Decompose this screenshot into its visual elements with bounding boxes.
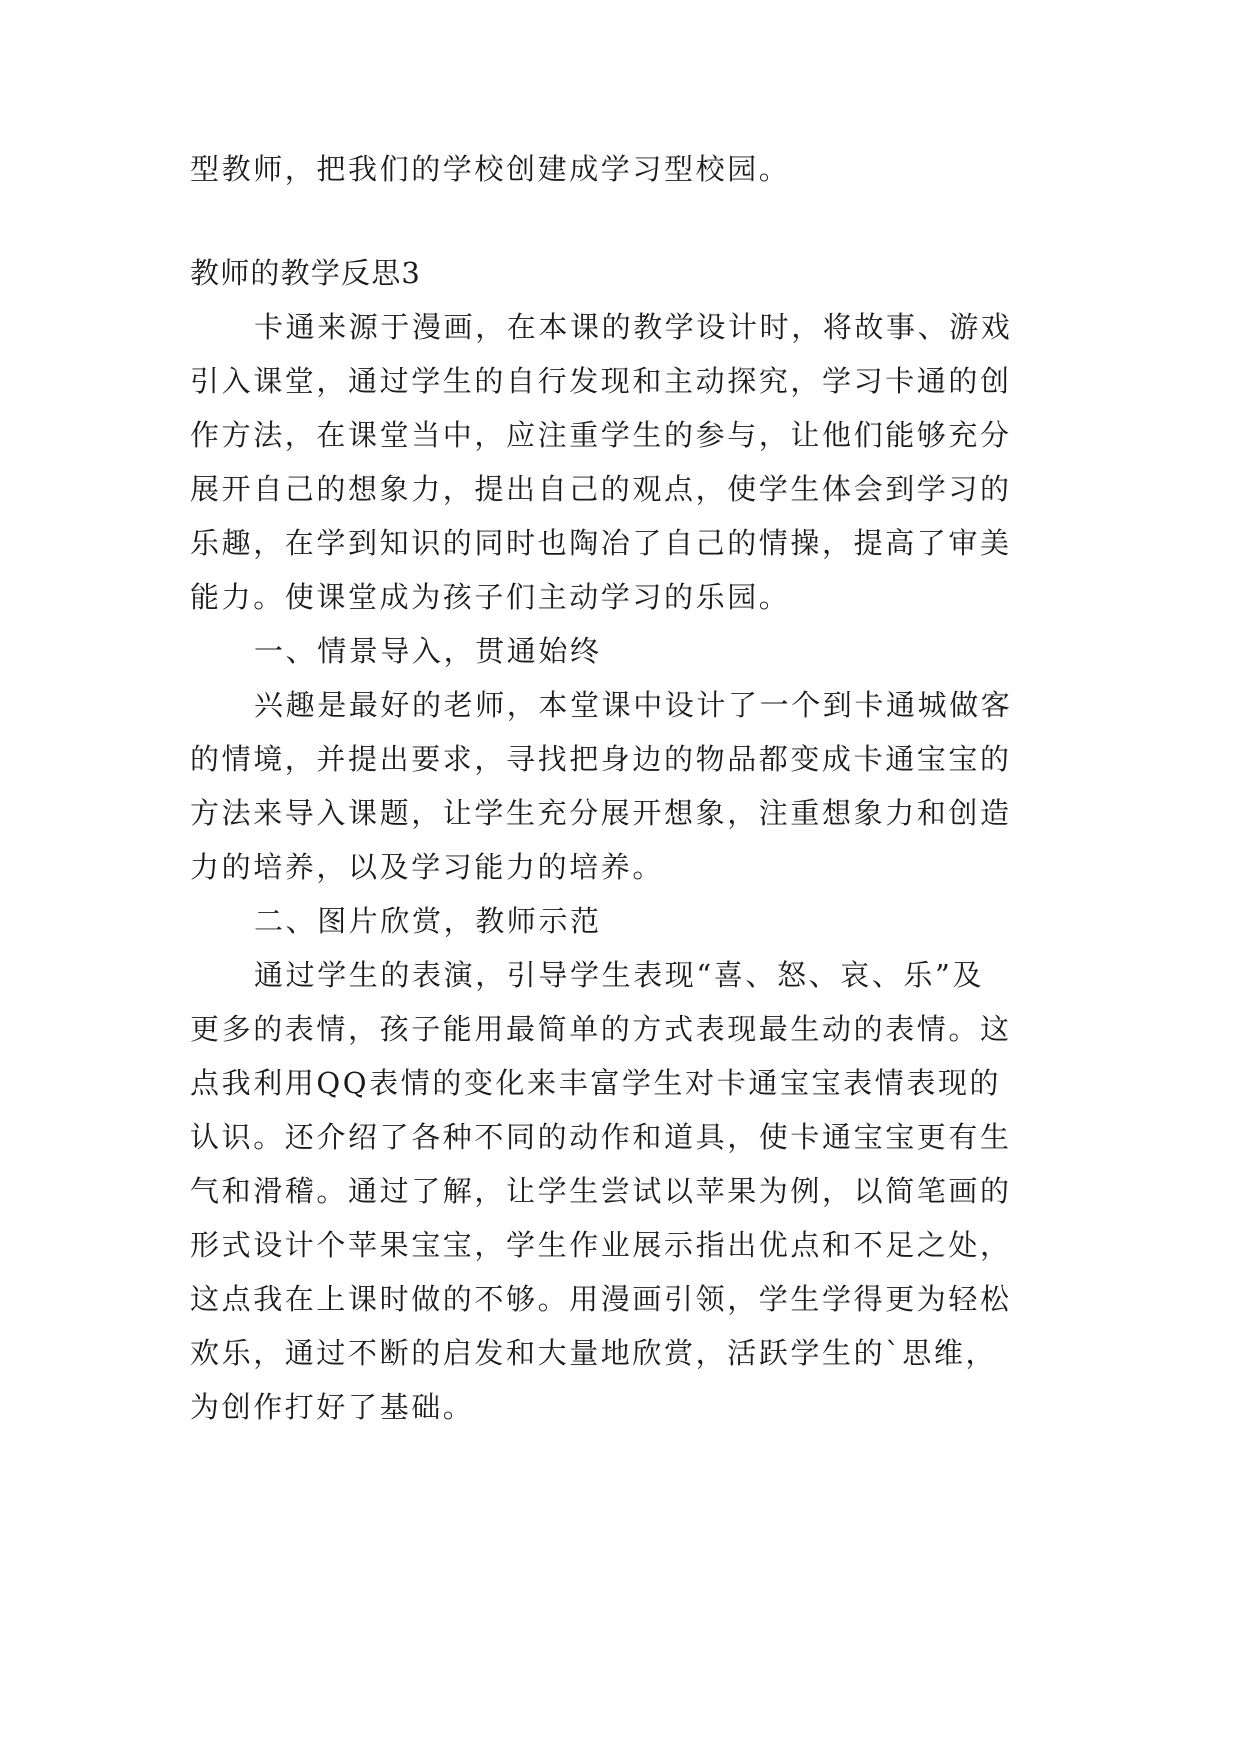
paragraph-line: 乐趣，在学到知识的同时也陶冶了自己的情操，提高了审美 [190,526,1012,560]
subheading: 二、图片欣赏，教师示范 [254,904,602,938]
paragraph-line: 卡通来源于漫画，在本课的教学设计时，将故事、游戏 [254,310,1013,344]
paragraph-line: 力的培养，以及学习能力的培养。 [190,850,665,884]
section-title: 教师的教学反思3 [190,256,422,290]
paragraph-line: 形式设计个苹果宝宝，学生作业展示指出优点和不足之处， [190,1228,1012,1262]
paragraph-line: 这点我在上课时做的不够。用漫画引领，学生学得更为轻松 [190,1282,1012,1316]
subheading: 一、情景导入，贯通始终 [254,634,602,668]
paragraph-line: 气和滑稽。通过了解，让学生尝试以苹果为例，以简笔画的 [190,1174,1012,1208]
paragraph-line: 的情境，并提出要求，寻找把身边的物品都变成卡通宝宝的 [190,742,1012,776]
paragraph-line: 更多的表情，孩子能用最简单的方式表现最生动的表情。这 [190,1012,1012,1046]
paragraph-line: 兴趣是最好的老师，本堂课中设计了一个到卡通城做客 [254,688,1013,722]
paragraph-line: 引入课堂，通过学生的自行发现和主动探究，学习卡通的创 [190,364,1012,398]
carryover-line: 型教师，把我们的学校创建成学习型校园。 [190,152,791,186]
paragraph-line: 作方法，在课堂当中，应注重学生的参与，让他们能够充分 [190,418,1012,452]
paragraph-line: 方法来导入课题，让学生充分展开想象，注重想象力和创造 [190,796,1012,830]
paragraph-line: 欢乐，通过不断的启发和大量地欣赏，活跃学生的`思维， [190,1336,998,1370]
paragraph-line: 认识。还介绍了各种不同的动作和道具，使卡通宝宝更有生 [190,1120,1012,1154]
paragraph-line: 通过学生的表演，引导学生表现“喜、怒、哀、乐”及 [254,958,985,992]
paragraph-line: 点我利用QQ表情的变化来丰富学生对卡通宝宝表情表现的 [190,1066,1002,1100]
paragraph-line: 能力。使课堂成为孩子们主动学习的乐园。 [190,580,791,614]
paragraph-line: 为创作打好了基础。 [190,1390,475,1424]
paragraph-line: 展开自己的想象力，提出自己的观点，使学生体会到学习的 [190,472,1012,506]
